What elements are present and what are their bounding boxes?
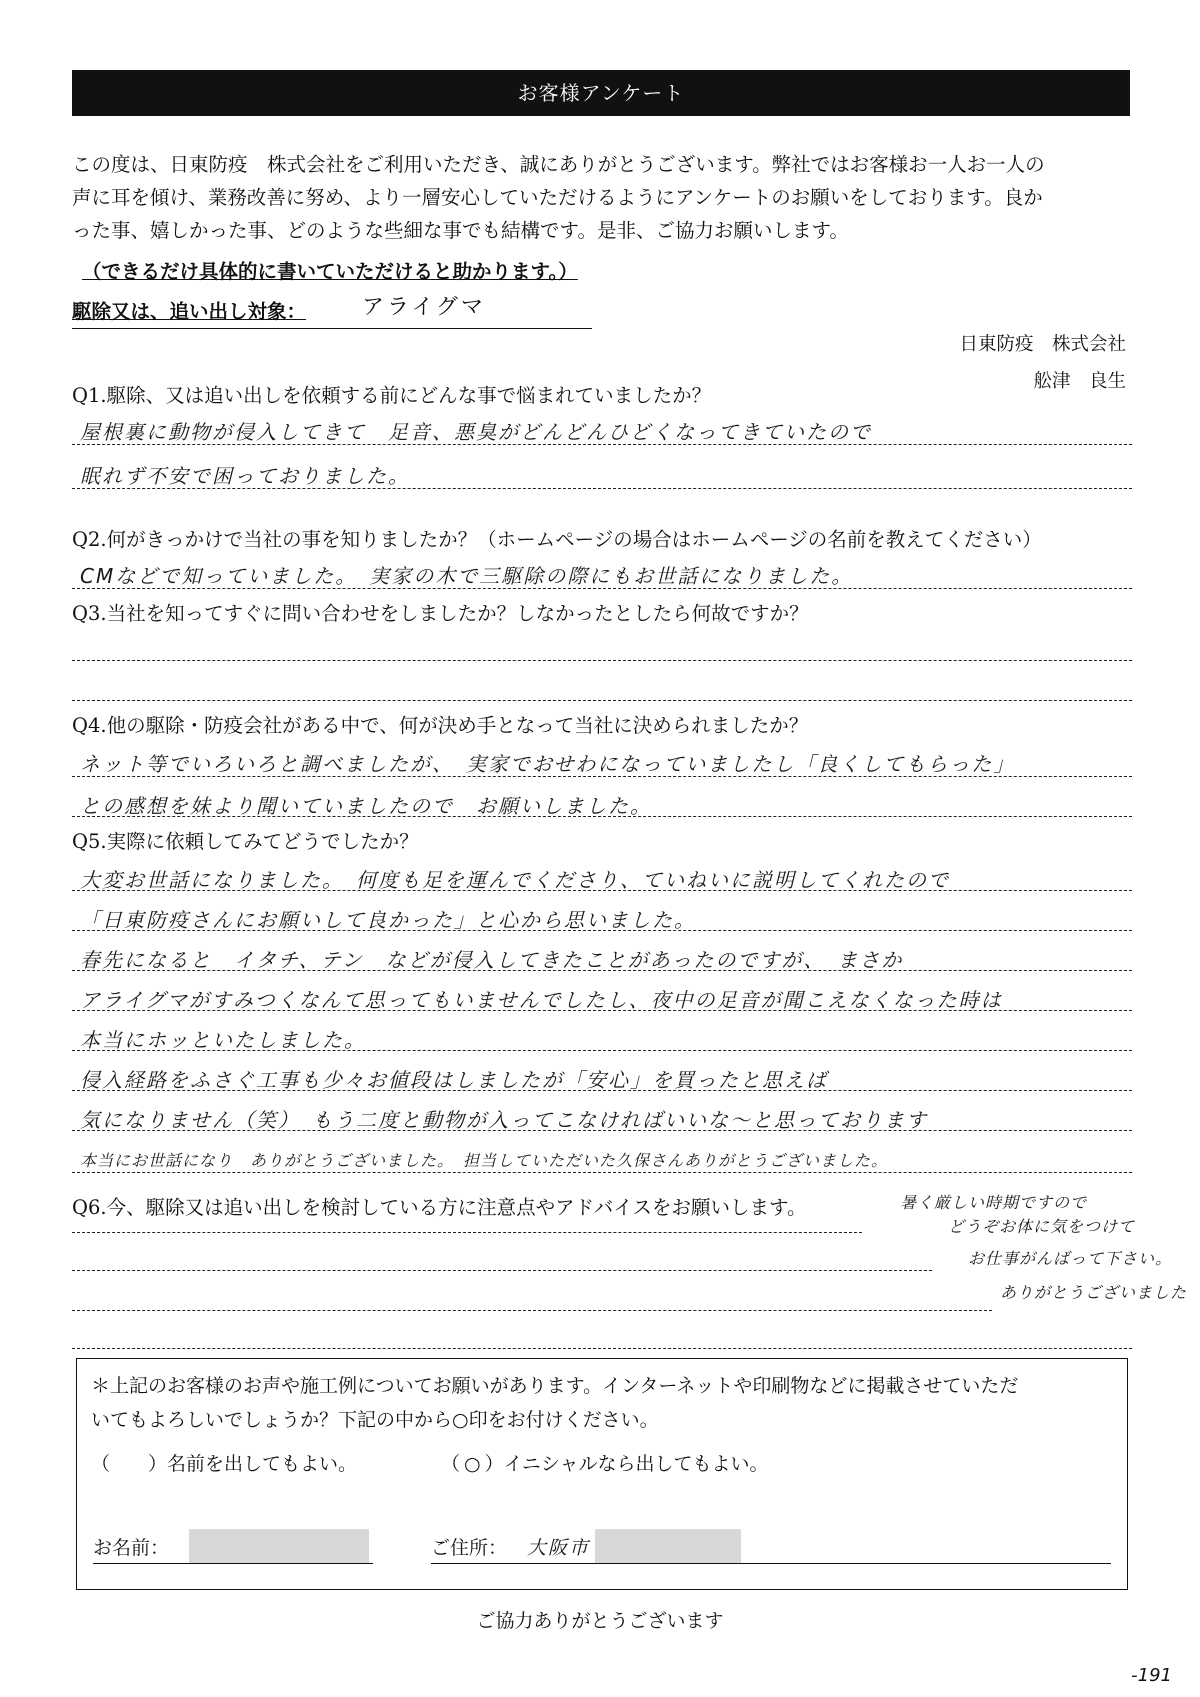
target-field — [72, 296, 592, 329]
answer-6-line-2: どうぞお体に気をつけて — [948, 1217, 1136, 1236]
intro-note: （できるだけ具体的に書いていただけると助かります。） — [82, 260, 578, 283]
answer-5-line-7: 気になりません（笑） もう二度と動物が入ってこなければいいな～と思っております — [80, 1108, 928, 1132]
answer-5-line-3: 春先になると イタチ、テン などが侵入してきたことがあったのですが、 まさか — [80, 948, 904, 972]
intro-line: った事、嬉しかった事、どのような些細な事でも結構です。是非、ご協力お願いします。 — [72, 219, 849, 242]
answer-5-line-4: アライグマがすみつくなんて思ってもいませんでしたし、夜中の足音が聞こえなくなった時は — [80, 988, 1003, 1012]
answer-line — [72, 970, 1132, 971]
company-person: 舩津 良生 — [1033, 371, 1126, 392]
question-2: Q2.何がきっかけで当社の事を知りましたか？（ホームページの場合はホームページの名前を教えてください） — [72, 528, 1042, 551]
answer-line — [72, 444, 1132, 445]
question-4: Q4.他の駆除・防疫会社がある中で、何が決め手となって当社に決められましたか？ — [72, 714, 809, 737]
intro-line: 声に耳を傾け、業務改善に努め、より一層安心していただけるようにアンケートのお願いをしております。良か — [72, 186, 1043, 209]
answer-line — [72, 700, 1132, 701]
answer-6-line-1: 暑く厳しい時期ですので — [900, 1193, 1088, 1212]
answer-line — [72, 890, 1132, 891]
answer-line — [72, 1010, 1132, 1011]
answer-5-line-8: 本当にお世話になり ありがとうございました。 担当していただいた久保さんありがとうございました。 — [80, 1151, 889, 1170]
option-initials-prefix: （ — [441, 1453, 461, 1475]
name-field[interactable] — [93, 1533, 373, 1564]
answer-5-line-6: 侵入経路をふさぐ工事も少々お値段はしましたが「安心」を買ったと思えば — [80, 1068, 828, 1092]
answer-6-line-3: お仕事がんばって下さい。 — [968, 1249, 1173, 1268]
company-name: 日東防疫 株式会社 — [959, 334, 1126, 355]
answer-line — [72, 1310, 992, 1311]
address-label: ご住所： — [431, 1537, 508, 1559]
question-1: Q1.駆除、又は追い出しを依頼する前にどんな事で悩まれていましたか？ — [72, 384, 712, 407]
consent-line: いてもよろしいでしょうか？下記の中から○印をお付けください。 — [91, 1409, 659, 1431]
consent-box — [76, 1358, 1128, 1590]
target-label: 駆除又は、追い出し対象： — [72, 300, 307, 323]
answer-line — [72, 588, 1132, 589]
intro-text — [72, 148, 1132, 247]
option-initials-ok[interactable] — [441, 1449, 768, 1476]
consent-line: ＊上記のお客様のお声や施工例についてお願いがあります。インターネットや印刷物などに掲載させていただ — [91, 1375, 1019, 1397]
answer-line — [72, 930, 1132, 931]
answer-line — [72, 1232, 862, 1233]
page-mark: -191 — [1131, 1665, 1172, 1686]
survey-title: お客様アンケート — [517, 81, 685, 105]
answer-5-line-2: 「日東防疫さんにお願いして良かった」と心から思いました。 — [80, 908, 696, 932]
option-name-ok[interactable]: （ ）名前を出してもよい。 — [91, 1453, 358, 1475]
answer-6-line-4: ありがとうございました — [1000, 1283, 1188, 1302]
answer-5-line-1: 大変お世話になりました。 何度も足を運んでくださり、ていねいに説明してくれたので — [80, 868, 950, 892]
answer-line — [72, 816, 1132, 817]
option-initials-label: ）イニシャルなら出してもよい。 — [484, 1453, 769, 1475]
closing-thanks: ご協力ありがとうございます — [476, 1610, 724, 1632]
option-initials-mark: ○ — [464, 1453, 481, 1475]
answer-line — [72, 1270, 932, 1271]
question-5: Q5.実際に依頼してみてどうでしたか？ — [72, 830, 419, 853]
answer-line — [72, 1050, 1132, 1051]
answer-line — [72, 1090, 1132, 1091]
answer-2-line-1: CMなどで知っていました。 実家の木で三駆除の際にもお世話になりました。 — [80, 564, 854, 588]
redacted-name — [189, 1529, 369, 1563]
question-6: Q6.今、駆除又は追い出しを検討している方に注意点やアドバイスをお願いします。 — [72, 1196, 807, 1219]
answer-line — [72, 488, 1132, 489]
answer-line — [72, 1348, 1132, 1349]
answer-line — [72, 776, 1132, 777]
answer-4-line-1: ネット等でいろいろと調べましたが、 実家でおせわになっていましたし「良くしてもらった」 — [80, 752, 1016, 776]
survey-title-bar — [72, 70, 1130, 116]
target-value: アライグマ — [362, 295, 486, 320]
intro-line: この度は、日東防疫 株式会社をご利用いただき、誠にありがとうございます。弊社ではお客様お一人お一人の — [72, 153, 1045, 176]
address-value: 大阪市 — [527, 1537, 591, 1559]
address-field[interactable] — [431, 1533, 1111, 1564]
answer-line — [72, 1130, 1132, 1131]
answer-line — [72, 1172, 1132, 1173]
answer-line — [72, 660, 1132, 661]
consent-text — [91, 1369, 1121, 1437]
answer-1-line-2: 眠れず不安で困っておりました。 — [80, 464, 410, 488]
answer-1-line-1: 屋根裏に動物が侵入してきて 足音、悪臭がどんどんひどくなってきていたので — [80, 420, 872, 444]
answer-4-line-2: との感想を妹より聞いていましたので お願いしました。 — [80, 794, 652, 818]
name-label: お名前： — [93, 1537, 170, 1559]
answer-5-line-5: 本当にホッといたしました。 — [80, 1028, 366, 1052]
question-3: Q3.当社を知ってすぐに問い合わせをしましたか？しなかったとしたら何故ですか？ — [72, 602, 809, 625]
redacted-address — [595, 1529, 741, 1563]
